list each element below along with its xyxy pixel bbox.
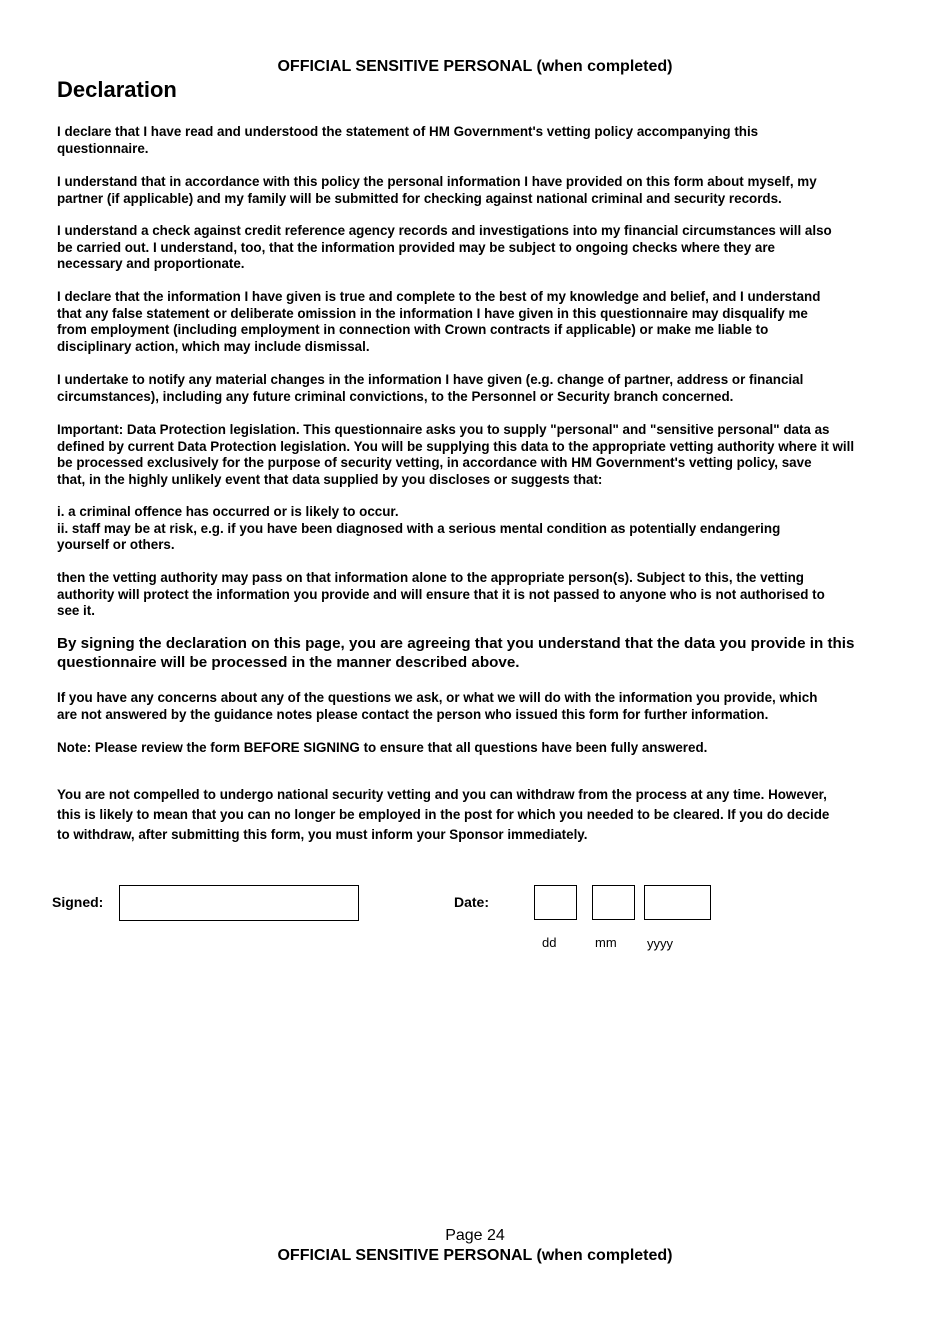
footer-classification: OFFICIAL SENSITIVE PERSONAL (when completed) (277, 1247, 673, 1264)
header-classification: OFFICIAL SENSITIVE PERSONAL (when completed) (277, 58, 673, 75)
paragraph-review-note: Note: Please review the form BEFORE SIGNING to ensure that all questions have been fully answered. (57, 740, 708, 755)
paragraph-credit-check: I understand a check against credit reference agency records and investigations into my financial circumstances will also be carried out. I understand, too, that the information provided may be subject to ongoing checks where they are necessary and proportionate. (57, 223, 832, 272)
date-month-field[interactable] (592, 885, 635, 920)
signed-label: Signed: (52, 894, 104, 910)
paragraph-withdraw: You are not compelled to undergo national security vetting and you can withdraw from the process at any time. However, this is likely to mean that you can no longer be employed in the post for which you needed to be cleared. If you do decide to withdraw, after submitting this form, you must inform your Sponsor immediately. (57, 787, 830, 842)
paragraph-disclosure-conditions: i. a criminal offence has occurred or is likely to occur. ii. staff may be at risk, e.g. if you have been diagnosed with a serious mental condition as potentially endangering yourself or others. (57, 504, 781, 553)
paragraph-notify-changes: I undertake to notify any material changes in the information I have given (e.g. change of partner, address or financial circumstances), including any future criminal convictions, to the Personnel or Security branch concerned. (57, 372, 804, 404)
date-label: Date: (454, 894, 490, 910)
paragraph-data-protection: Important: Data Protection legislation. This questionnaire asks you to supply "personal" and "sensitive personal" data as defined by current Data Protection legislation. You will be supplying this data to the appropriate vetting authority where it will be processed exclusively for the purpose of security vetting, in accordance with HM Government's vetting policy, save that, in the highly unlikely event that data supplied by you discloses or suggests that: (57, 422, 855, 487)
paragraph-signing-agreement: By signing the declaration on this page, you are agreeing that you understand that the data you provide in this questionnaire will be processed in the manner described above. (57, 635, 855, 671)
month-hint: mm (595, 935, 617, 950)
paragraph-policy-read: I declare that I have read and understood the statement of HM Government's vetting policy accompanying this questionnaire. (57, 124, 759, 156)
day-hint: dd (542, 935, 557, 950)
paragraph-true-complete: I declare that the information I have given is true and complete to the best of my knowledge and belief, and I understand that any false statement or deliberate omission in the information I have given in this questionnaire may disqualify me from employment (including employment in connection with Crown contracts if applicable) or make me liable to disciplinary action, which may include dismissal. (57, 289, 821, 354)
date-day-field[interactable] (534, 885, 577, 920)
page-title: Declaration (57, 77, 177, 102)
date-year-field[interactable] (644, 885, 711, 920)
paragraph-records-check: I understand that in accordance with this policy the personal information I have provided on this form about myself, my partner (if applicable) and my family will be submitted for checking against national criminal and security records. (57, 174, 817, 206)
signature-field[interactable] (119, 885, 359, 921)
paragraph-concerns: If you have any concerns about any of the questions we ask, or what we will do with the information you provide, which are not answered by the guidance notes please contact the person who issued this form for further information. (57, 690, 818, 722)
paragraph-vetting-authority: then the vetting authority may pass on that information alone to the appropriate person(s). Subject to this, the vetting authority will protect the information you provide and will ensure that it is not passed to anyone who is not authorised to see it. (57, 570, 825, 619)
page-number: Page 24 (445, 1227, 505, 1244)
year-hint: yyyy (647, 936, 673, 951)
